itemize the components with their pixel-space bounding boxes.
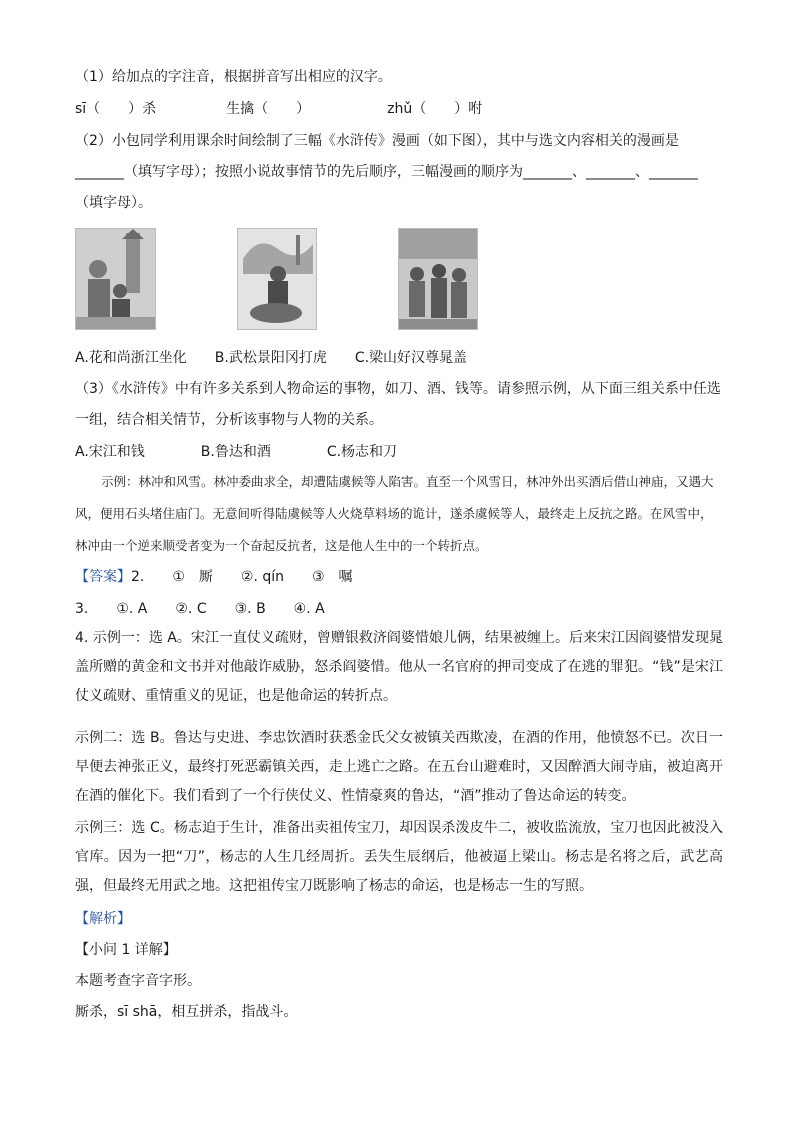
answer-example-one: 4. 示例一：选 A。宋江一直仗义疏财，曾赠银救济阎婆惜娘儿俩，结果被缠上。后来宋江因阎婆惜发现晁盖所赠的黄金和文书并对他敲诈威胁，怒杀阎婆惜。他从一名官府的押司变成了在逃的罪犯。“钱”是宋江仗义疏财、重情重义的见证，也是他命运的转折点。 — [75, 630, 723, 704]
analysis-line2: 厮杀，sī shā，相互拼杀，指战斗。 — [75, 1004, 298, 1020]
answer-line2 — [75, 567, 353, 587]
analysis-line1: 本题考查字音字形。 — [75, 973, 201, 989]
q2-line1: （2）小包同学利用课余时间绘制了三幅《水浒传》漫画（如下图），其中与选文内容相关的漫画是 — [75, 133, 679, 149]
answer-line3: 3. ①. A ②. C ③. B ④. A — [75, 601, 325, 617]
analysis-tag: 【解析】 — [75, 911, 131, 927]
q2-options: A.花和尚浙江坐化 B.武松景阳冈打虎 C.梁山好汉尊晁盖 — [75, 350, 468, 366]
q1-instruction: （1）给加点的字注音，根据拼音写出相应的汉字。 — [75, 69, 392, 85]
comic-image-b — [237, 228, 317, 330]
q3-example-text: 示例：林冲和风雪。林冲委曲求全，却遭陆虞候等人陷害。直至一个风雪日，林冲外出买酒后借山神庙，又遇大风，便用石头堵住庙门。无意间听得陆虞候等人火烧草料场的诡计，遂杀虞候等人，最终走上反抗之路。在风雪中，林冲由一个逆来顺受者变为一个奋起反抗者，这是他人生中的一个转折点。 — [75, 474, 714, 553]
q3-line1: （3）《水浒传》中有许多关系到人物命运的事物，如刀、酒、钱等。请参照示例，从下面三组关系中任选 — [75, 381, 721, 397]
answer-example-three: 示例三：选 C。杨志迫于生计，准备出卖祖传宝刀，却因误杀泼皮牛二，被收监流放，宝刀也因此被没入官库。因为一把“刀”，杨志的人生几经周折。丢失生辰纲后，他被逼上梁山。杨志是名将之后，武艺高强，但最终无用武之地。这把祖传宝刀既影响了杨志的命运，也是杨志一生的写照。 — [75, 820, 723, 894]
comic-illustration-icon — [76, 229, 155, 329]
q3-example — [75, 466, 723, 562]
comic-image-a — [75, 228, 156, 330]
q2-line2: _______（填写字母）；按照小说故事情节的先后顺序，三幅漫画的顺序为_______、_______、_______ — [75, 164, 698, 180]
q3-line2: 一组，结合相关情节，分析该事物与人物的关系。 — [75, 412, 383, 428]
answer-tag: 【答案】 — [75, 569, 131, 585]
q2-line3: （填字母）。 — [75, 195, 152, 211]
crowd-illustration-icon — [399, 229, 477, 329]
answer-q2-values: 2. ① 厮 ②. qín ③ 嘱 — [131, 569, 353, 585]
comic-image-c — [398, 228, 478, 330]
analysis-subheading: 【小问 1 详解】 — [75, 942, 177, 958]
answer-example-two: 示例二：选 B。鲁达与史进、李忠饮酒时获悉金氏父女被镇关西欺凌，在酒的作用，他愤怒不已。次日一早便去神张正义，最终打死恶霸镇关西，走上逃亡之路。在五台山避难时，又因醉酒大闹寺庙，被迫离开在酒的催化下。我们看到了一个行侠仗义、性情豪爽的鲁达，“酒”推动了鲁达命运的转变。 — [75, 730, 723, 804]
q3-options: A.宋江和钱 B.鲁达和酒 C.杨志和刀 — [75, 444, 398, 460]
tiger-illustration-icon — [238, 229, 316, 329]
q1-pinyin-line: sī（ ）杀 生擒（ ） zhǔ（ ）咐 — [75, 101, 483, 117]
